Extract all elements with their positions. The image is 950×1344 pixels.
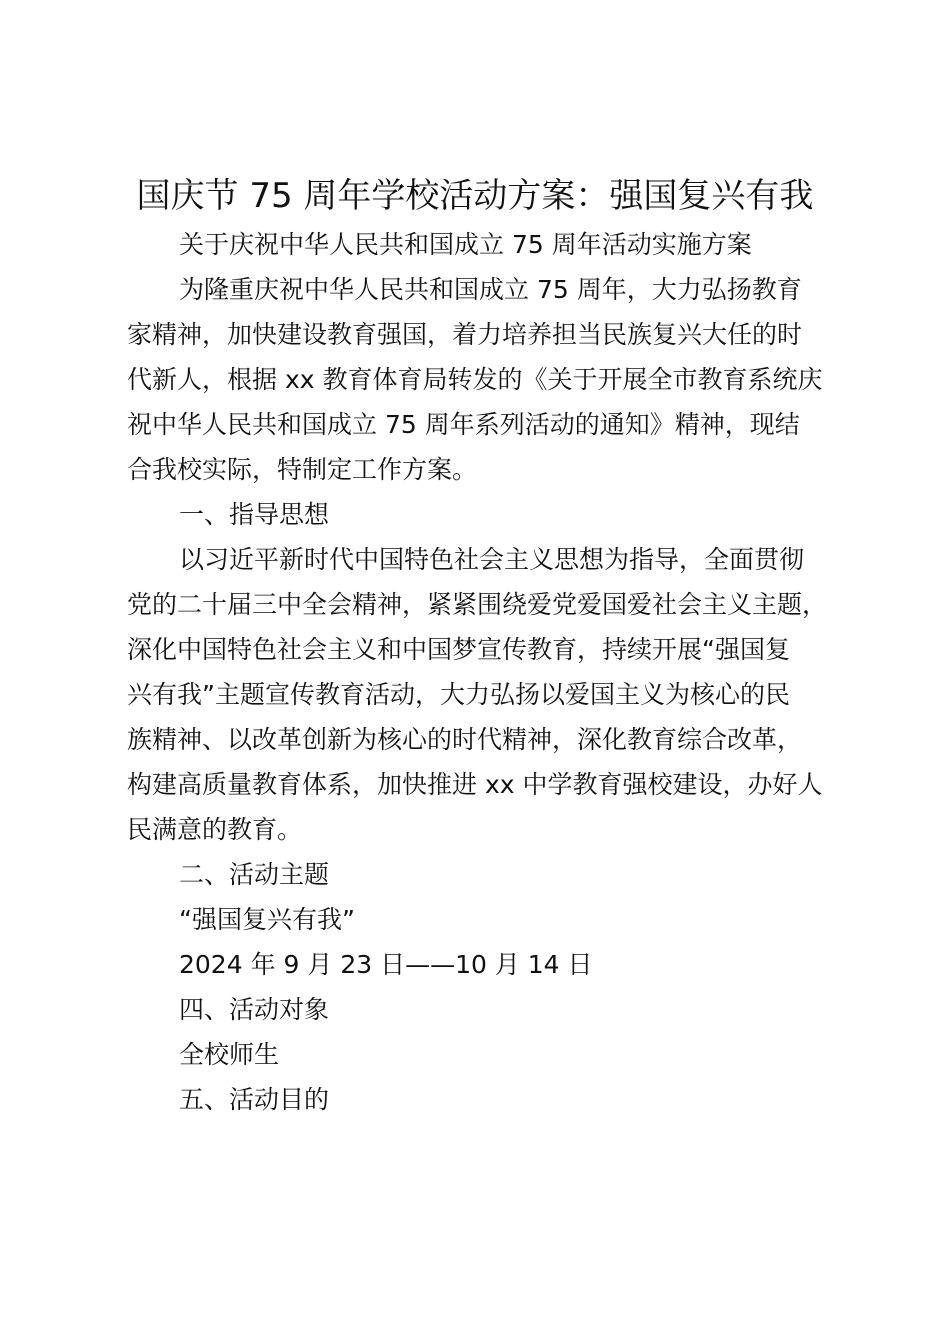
paragraph-line: “强国复兴有我” bbox=[179, 905, 355, 934]
paragraph-line: 族精神、以改革创新为核心的时代精神，深化教育综合改革， bbox=[127, 725, 803, 754]
paragraph-line: 合我校实际，特制定工作方案。 bbox=[127, 455, 478, 484]
subtitle-line: 关于庆祝中华人民共和国成立 75 周年活动实施方案 bbox=[179, 230, 752, 259]
paragraph-line: 民满意的教育。 bbox=[127, 815, 303, 844]
document-body bbox=[127, 222, 837, 1122]
paragraph-line: 祝中华人民共和国成立 75 周年系列活动的通知》精神，现结 bbox=[127, 410, 800, 439]
paragraph-line: 构建高质量教育体系，加快推进 xx 中学教育强校建设，办好人 bbox=[127, 770, 823, 799]
paragraph-line: 深化中国特色社会主义和中国梦宣传教育，持续开展“强国复 bbox=[127, 635, 790, 664]
paragraph-line: 党的二十届三中全会精神，紧紧围绕爱党爱国爱社会主义主题， bbox=[127, 590, 828, 619]
section-heading: 二、活动主题 bbox=[179, 860, 330, 889]
paragraph-line: 兴有我”主题宣传教育活动，大力弘扬以爱国主义为核心的民 bbox=[127, 680, 790, 709]
paragraph-line: 2024 年 9 月 23 日——10 月 14 日 bbox=[179, 950, 593, 979]
section-heading: 四、活动对象 bbox=[179, 995, 330, 1024]
document-title: 国庆节 75 周年学校活动方案：强国复兴有我 bbox=[136, 176, 814, 216]
paragraph-line: 以习近平新时代中国特色社会主义思想为指导，全面贯彻 bbox=[179, 545, 805, 574]
paragraph-line: 代新人，根据 xx 教育体育局转发的《关于开展全市教育系统庆 bbox=[127, 365, 823, 394]
section-heading: 五、活动目的 bbox=[179, 1085, 330, 1114]
paragraph-line: 全校师生 bbox=[179, 1040, 280, 1069]
paragraph-line: 为隆重庆祝中华人民共和国成立 75 周年，大力弘扬教育 bbox=[179, 275, 802, 304]
section-heading: 一、指导思想 bbox=[179, 500, 330, 529]
paragraph-line: 家精神，加快建设教育强国，着力培养担当民族复兴大任的时 bbox=[127, 320, 803, 349]
